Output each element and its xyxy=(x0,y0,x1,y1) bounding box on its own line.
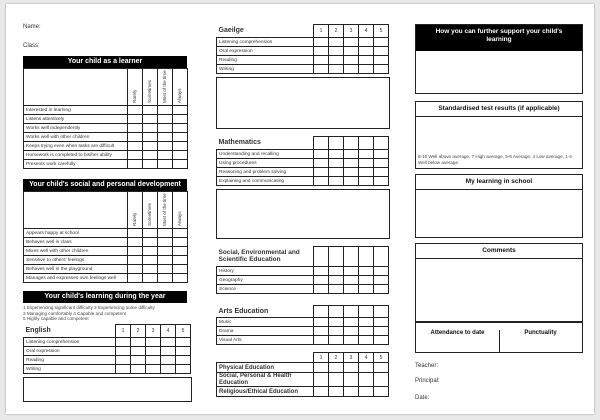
row-label: Reading xyxy=(24,356,116,365)
learner-table xyxy=(23,68,188,169)
attendance-label: Attendance to date xyxy=(416,330,500,352)
row-label: Mixes well with other children xyxy=(24,247,128,256)
subject-pe: Physical Education xyxy=(217,363,314,373)
gaeilge-title: Gaeilge xyxy=(218,27,244,35)
social-header: Your child's social and personal development xyxy=(23,179,187,191)
my-learning-box xyxy=(415,174,583,238)
principal-label: Principal: xyxy=(415,378,440,384)
score-5: 5 xyxy=(176,325,191,338)
english-comment-box xyxy=(23,377,192,402)
score-1: 1 xyxy=(314,353,329,363)
row-label: Presents work carefully xyxy=(24,160,128,169)
col-sometimes: Sometimes xyxy=(147,80,152,103)
learning-year-header: Your child's learning during the year xyxy=(23,291,187,303)
row-label: Using procedures xyxy=(217,159,314,168)
row-label: Keeps trying even when tasks are difficult xyxy=(24,142,128,151)
score-5: 5 xyxy=(374,25,389,38)
row-label: Listening comprehension xyxy=(24,338,116,347)
learner-corner xyxy=(24,69,128,106)
row-label: Reading xyxy=(217,56,314,65)
scale-line: 1 Experiencing significant difficulty 2 Experiencing some difficulty xyxy=(23,305,155,310)
english-title: English xyxy=(25,327,51,335)
row-label: Geography xyxy=(217,276,314,285)
comments-box xyxy=(415,243,583,323)
row-label: Homework is completed to his/her ability xyxy=(24,151,128,160)
col-always: Always xyxy=(177,88,182,103)
score-4: 4 xyxy=(359,25,374,38)
arts-title: Arts Education xyxy=(218,307,269,315)
test-results-box xyxy=(415,101,583,169)
subject-religious: Religious/Ethical Education xyxy=(217,387,314,397)
score-1: 1 xyxy=(116,325,131,338)
attendance-box xyxy=(415,321,583,353)
gaeilge-comment-box xyxy=(216,77,390,129)
social-corner xyxy=(24,192,128,229)
test-results-title: Standardised test results (if applicable) xyxy=(416,102,582,117)
scale-line: 5 Highly capable and competent xyxy=(23,316,89,322)
support-box xyxy=(415,24,583,94)
score-2: 2 xyxy=(131,325,146,338)
scale-legend xyxy=(23,305,193,322)
row-label: Oral expression xyxy=(217,47,314,56)
row-label: Behaves well in the playground xyxy=(24,265,128,274)
arts-table xyxy=(216,305,389,345)
teacher-label: Teacher: xyxy=(415,363,439,369)
punctuality-label: Punctuality xyxy=(524,330,557,336)
row-label: Writing xyxy=(217,65,314,74)
col-most: Most of the time xyxy=(162,70,167,103)
maths-title: Mathematics xyxy=(218,139,261,147)
row-label: Behaves well in class xyxy=(24,238,128,247)
row-label: Works well with other children xyxy=(24,133,128,142)
score-2: 2 xyxy=(329,353,344,363)
row-label: Music xyxy=(217,318,314,327)
maths-comment-box xyxy=(216,189,390,239)
row-label: Drama xyxy=(217,327,314,336)
score-2: 2 xyxy=(329,25,344,38)
row-label: Visual Arts xyxy=(217,336,314,345)
score-3: 3 xyxy=(146,325,161,338)
gaeilge-table xyxy=(216,24,389,74)
my-learning-title: My learning in school xyxy=(416,175,582,190)
english-table xyxy=(23,324,191,374)
sese-table xyxy=(216,246,389,294)
col-most: Most of the time xyxy=(162,193,167,226)
score-4: 4 xyxy=(359,353,374,363)
learner-header: Your child as a learner xyxy=(23,56,187,68)
scale-line: 3 Managing comfortably 4 Capable and competent xyxy=(23,310,126,316)
report-card-page xyxy=(6,4,594,414)
score-1: 1 xyxy=(314,25,329,38)
score-4: 4 xyxy=(161,325,176,338)
row-label: Manages and expresses own feelings well xyxy=(24,274,128,283)
row-label: Writing xyxy=(24,365,116,374)
comments-title: Comments xyxy=(416,244,582,259)
support-title: How you can further support your child's learning xyxy=(416,25,582,51)
row-label: Listening comprehension xyxy=(217,38,314,47)
score-5: 5 xyxy=(374,353,389,363)
class-label: Class: xyxy=(23,43,40,49)
other-subjects-table xyxy=(216,352,389,397)
score-3: 3 xyxy=(344,25,359,38)
sese-title: Social, Environmental and Scientific Education xyxy=(218,249,300,264)
col-rarely: Rarely xyxy=(132,212,137,226)
score-3: 3 xyxy=(344,353,359,363)
social-table xyxy=(23,191,188,283)
name-label: Name: xyxy=(23,24,41,30)
date-label: Date: xyxy=(415,395,430,401)
row-label: Explaining and communicating xyxy=(217,177,314,186)
test-results-note: 8-10 Well above average, 7 High average, 5-6 Average, 4 Low average, 1-3 Well below average xyxy=(418,154,572,165)
row-label: Oral expression xyxy=(24,347,116,356)
maths-table xyxy=(216,136,389,186)
row-label: Listens attentively xyxy=(24,115,128,124)
row-label: Sensitive to others' feelings xyxy=(24,256,128,265)
row-label: History xyxy=(217,267,314,276)
col-sometimes: Sometimes xyxy=(147,203,152,226)
subject-sphe: Social, Personal & Health Education xyxy=(217,373,314,387)
row-label: Interested in learning xyxy=(24,106,128,115)
col-always: Always xyxy=(177,211,182,226)
row-label: Understanding and recalling xyxy=(217,150,314,159)
col-rarely: Rarely xyxy=(132,89,137,103)
row-label: Appears happy at school xyxy=(24,229,128,238)
row-label: Reasoning and problem solving xyxy=(217,168,314,177)
row-label: Science xyxy=(217,285,314,294)
row-label: Works well independently xyxy=(24,124,128,133)
